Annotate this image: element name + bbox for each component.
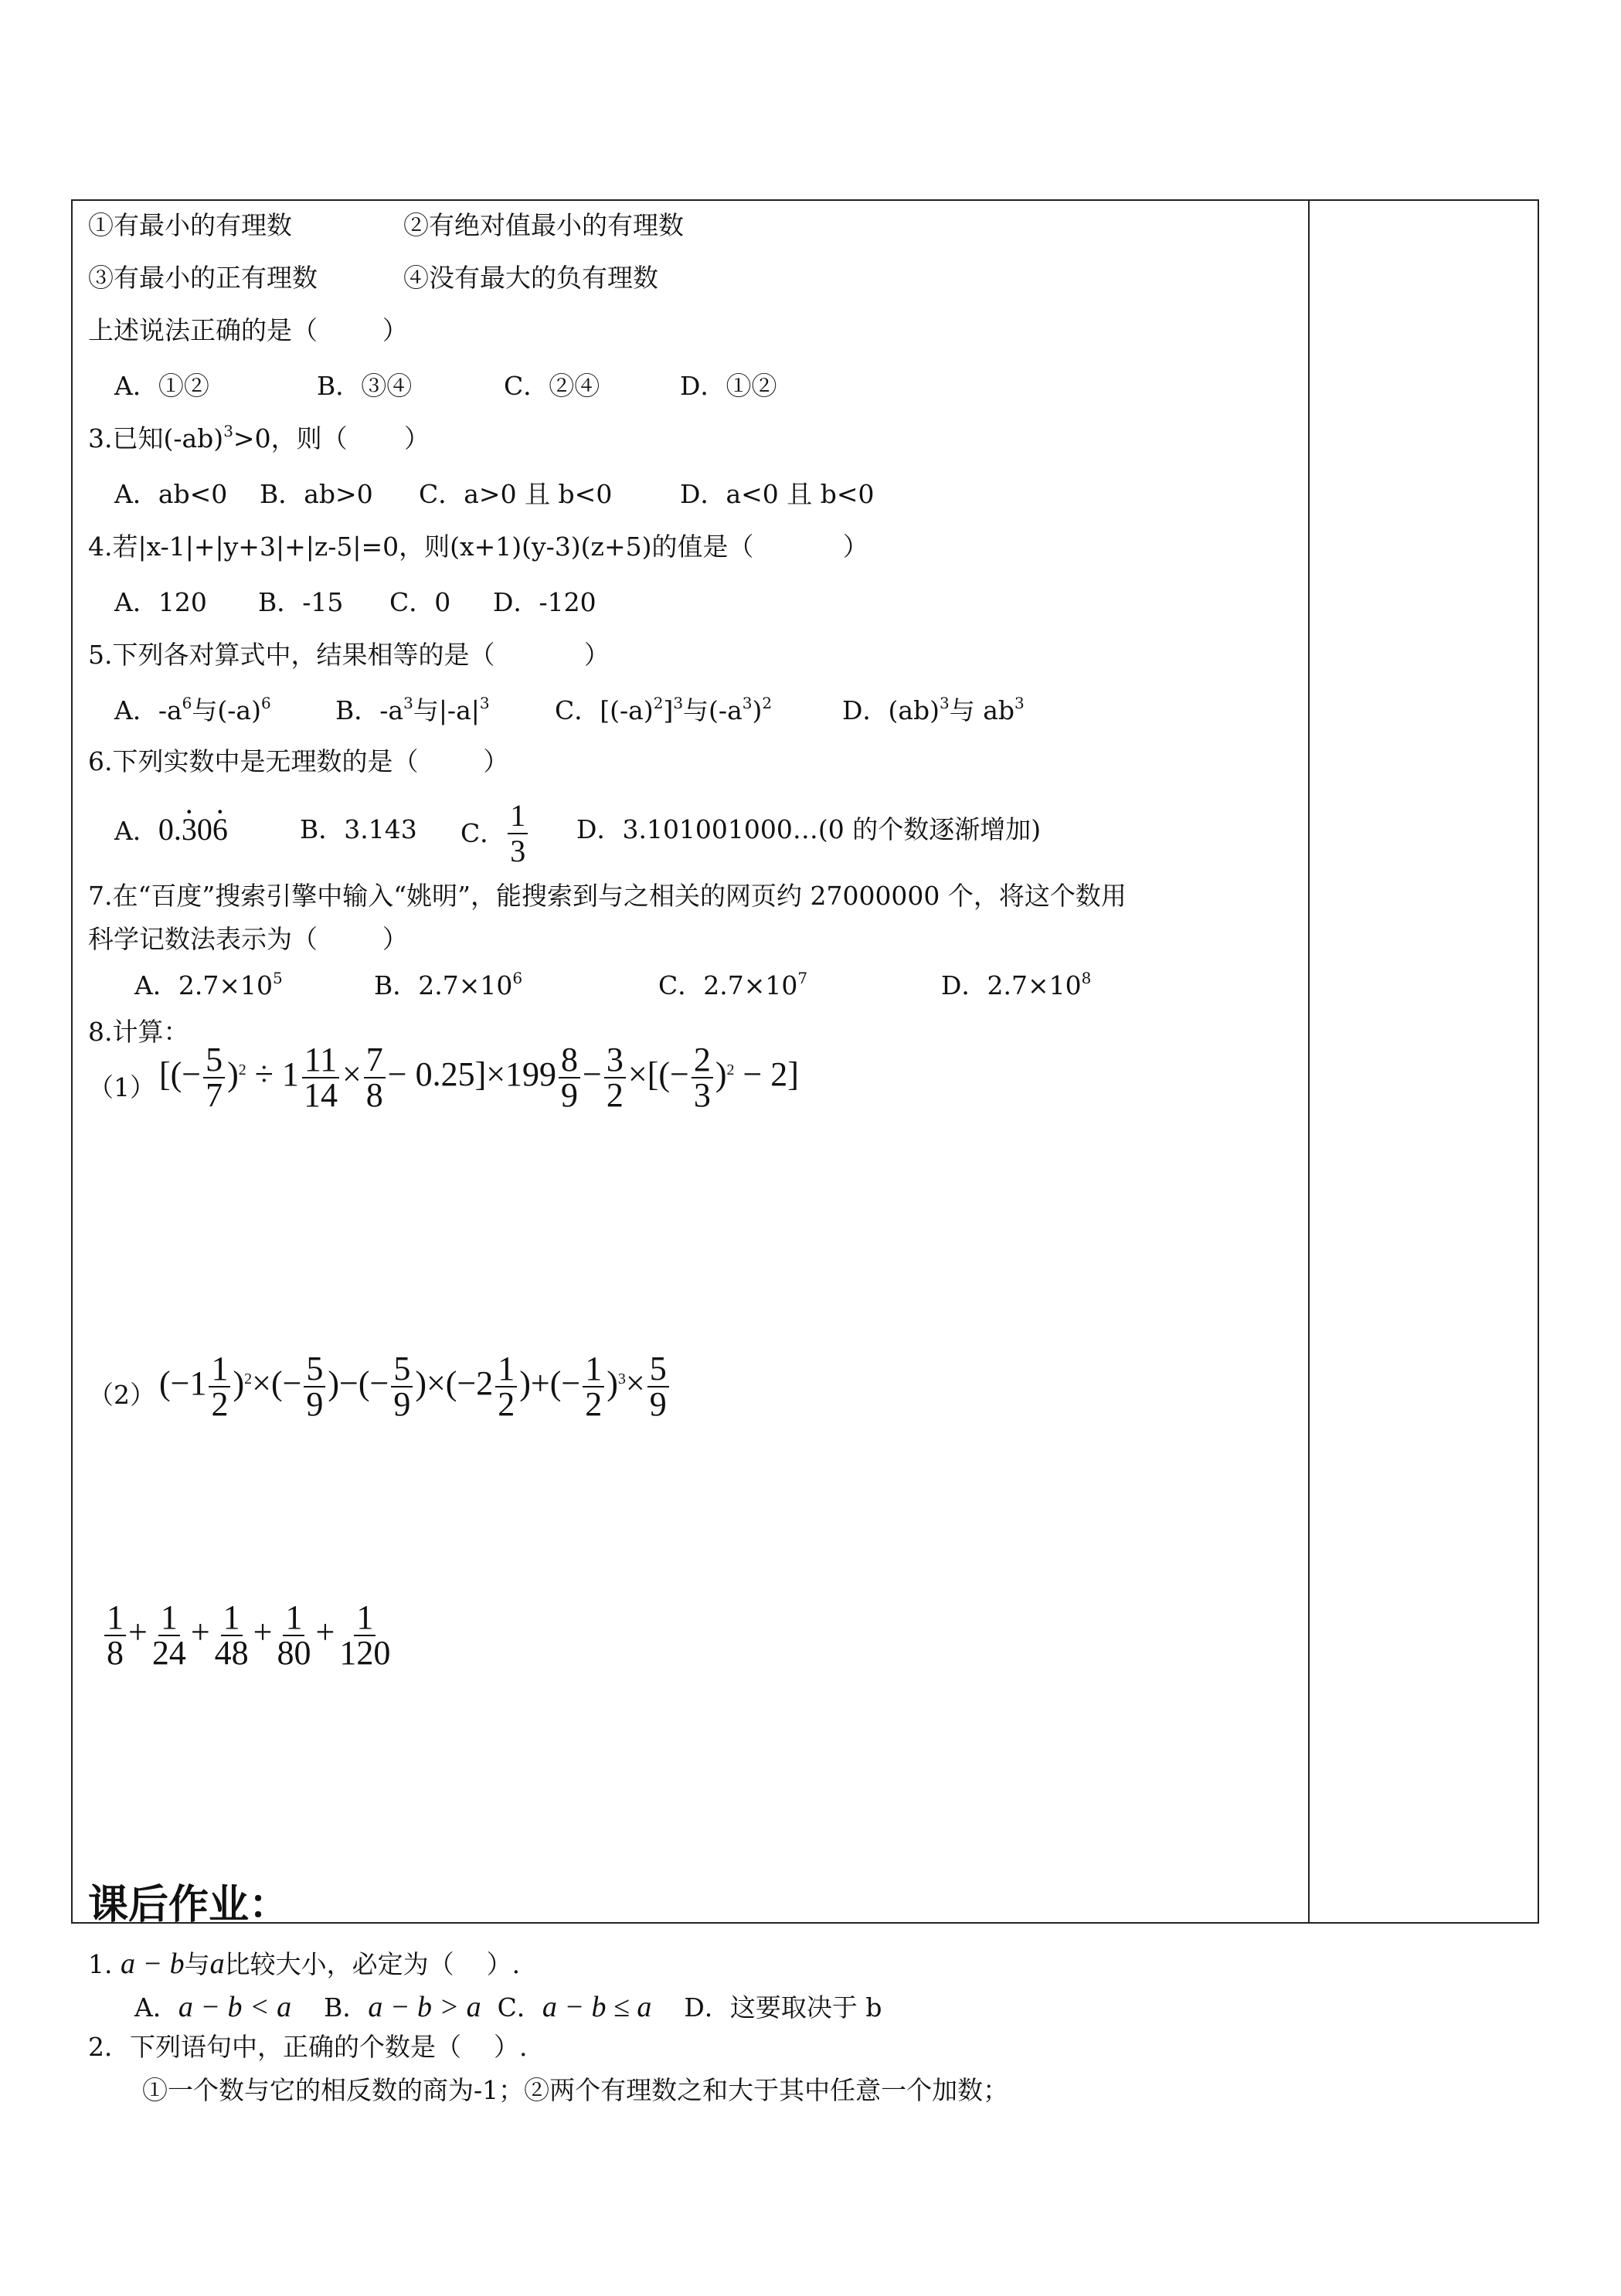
- q7-line-1: 7.在“百度”搜索引擎中输入“姚明”，能搜索到与之相关的网页约 27000000 个，将这个数用: [88, 881, 1127, 911]
- statement-1: ①有最小的有理数: [88, 210, 292, 240]
- q3-option-c: C．a>0 且 b<0: [419, 479, 613, 509]
- q8-expression-2: (−1 $\frac{1}{2}$ )$^2$×(− $\frac{5}{9}$ )−(− $\frac{5}{9}$ )×(−2 $\frac{1}{2}$ )+(− $\frac{1}{2}$ )$^3$× $\frac{5}{9}$: [159, 1352, 671, 1421]
- q5-stem: 5.下列各对算式中，结果相等的是（ ）: [88, 640, 610, 670]
- q8-stem: 8.计算：: [88, 1017, 189, 1047]
- homework-q1: 1. a − b与a比较大小，必定为（ ）.: [88, 1948, 521, 1980]
- q3-option-a: A．ab<0: [114, 479, 228, 509]
- q6-option-d: D．3.101001000…(0 的个数逐渐增加): [576, 814, 1042, 844]
- q4-option-c: C．0: [389, 587, 451, 617]
- q7-option-a: A．$2.7\times 10^5$: [134, 969, 283, 1000]
- q5-option-b: B．$-a^3$与$|-a|^3$: [335, 694, 490, 725]
- statement-3: ③有最小的正有理数: [88, 263, 318, 293]
- q6-option-a: A．0.3 ·06 ·: [114, 813, 228, 848]
- q4-option-d: D．-120: [493, 587, 596, 617]
- q8-expression-3: $\frac{1}{8}$ + $\frac{1}{24}$ + $\frac{1}{48}$ + $\frac{1}{80}$ + $\frac{1}{120}$: [102, 1601, 395, 1670]
- q7-option-b: B．$2.7\times 10^6$: [374, 969, 523, 1000]
- homework-q2-statements: ①一个数与它的相反数的商为-1；②两个有理数之和大于其中任意一个加数；: [142, 2075, 1009, 2105]
- homework-q2: 2．下列语句中，正确的个数是（ ）.: [88, 2032, 528, 2062]
- q7-line-2: 科学记数法表示为（ ）: [88, 924, 408, 954]
- option-d: D．①②: [680, 371, 777, 401]
- q3-stem: 3.已知$(-ab)^3>0$，则（ ）: [88, 422, 430, 453]
- option-b: B．③④: [317, 371, 413, 401]
- homework-heading: 课后作业：: [88, 1882, 290, 1928]
- column-divider: [1308, 199, 1310, 1924]
- q4-option-a: A．120: [114, 587, 207, 617]
- q4-stem: 4.若|x-1|+|y+3|+|z-5|=0，则(x+1)(y-3)(z+5)的值是（ ）: [88, 532, 868, 562]
- q4-option-b: B．-15: [258, 587, 344, 617]
- q7-option-c: C．$2.7\times 10^7$: [658, 969, 808, 1000]
- statement-4: ④没有最大的负有理数: [403, 263, 658, 293]
- q6-option-b: B．3.143: [300, 814, 417, 844]
- statement-2: ②有绝对值最小的有理数: [403, 210, 684, 240]
- q8-part-1-label: （1）: [88, 1072, 155, 1102]
- q7-option-d: D．$2.7\times 10^8$: [941, 969, 1092, 1000]
- q8-expression-1: [(− $\frac{5}{7}$ )$^2$ ÷ 1 $\frac{11}{14}$ × $\frac{7}{8}$ − 0.25]×199 $\frac{8}{9}$ − $\frac{3}{2}$ ×[(− $\frac{2}{3}$ )$^2$ − 2]: [159, 1041, 799, 1114]
- q5-option-c: C．$[(-a)^2]^3$与$(-a^3)^2$: [555, 694, 773, 725]
- q3-option-b: B．ab>0: [260, 479, 373, 509]
- q5-option-d: D．(ab)$^3$与 $ab^3$: [842, 694, 1025, 725]
- q6-stem: 6.下列实数中是无理数的是（ ）: [88, 746, 509, 776]
- q3-option-d: D．a<0 且 b<0: [680, 479, 875, 509]
- option-a: A．①②: [114, 371, 209, 401]
- option-c: C．②④: [504, 371, 600, 401]
- q8-part-2-label: （2）: [88, 1380, 155, 1410]
- homework-q1-options: A．a − b < a B．a − b > a C．a − b ≤ a D．这要取决于 b: [134, 1991, 882, 2023]
- statement-question: 上述说法正确的是（ ）: [88, 315, 408, 345]
- q5-option-a: A．$-a^6$与$(-a)^6$: [114, 694, 271, 725]
- q6-option-c: C． $\frac{1}{3}$: [460, 799, 530, 868]
